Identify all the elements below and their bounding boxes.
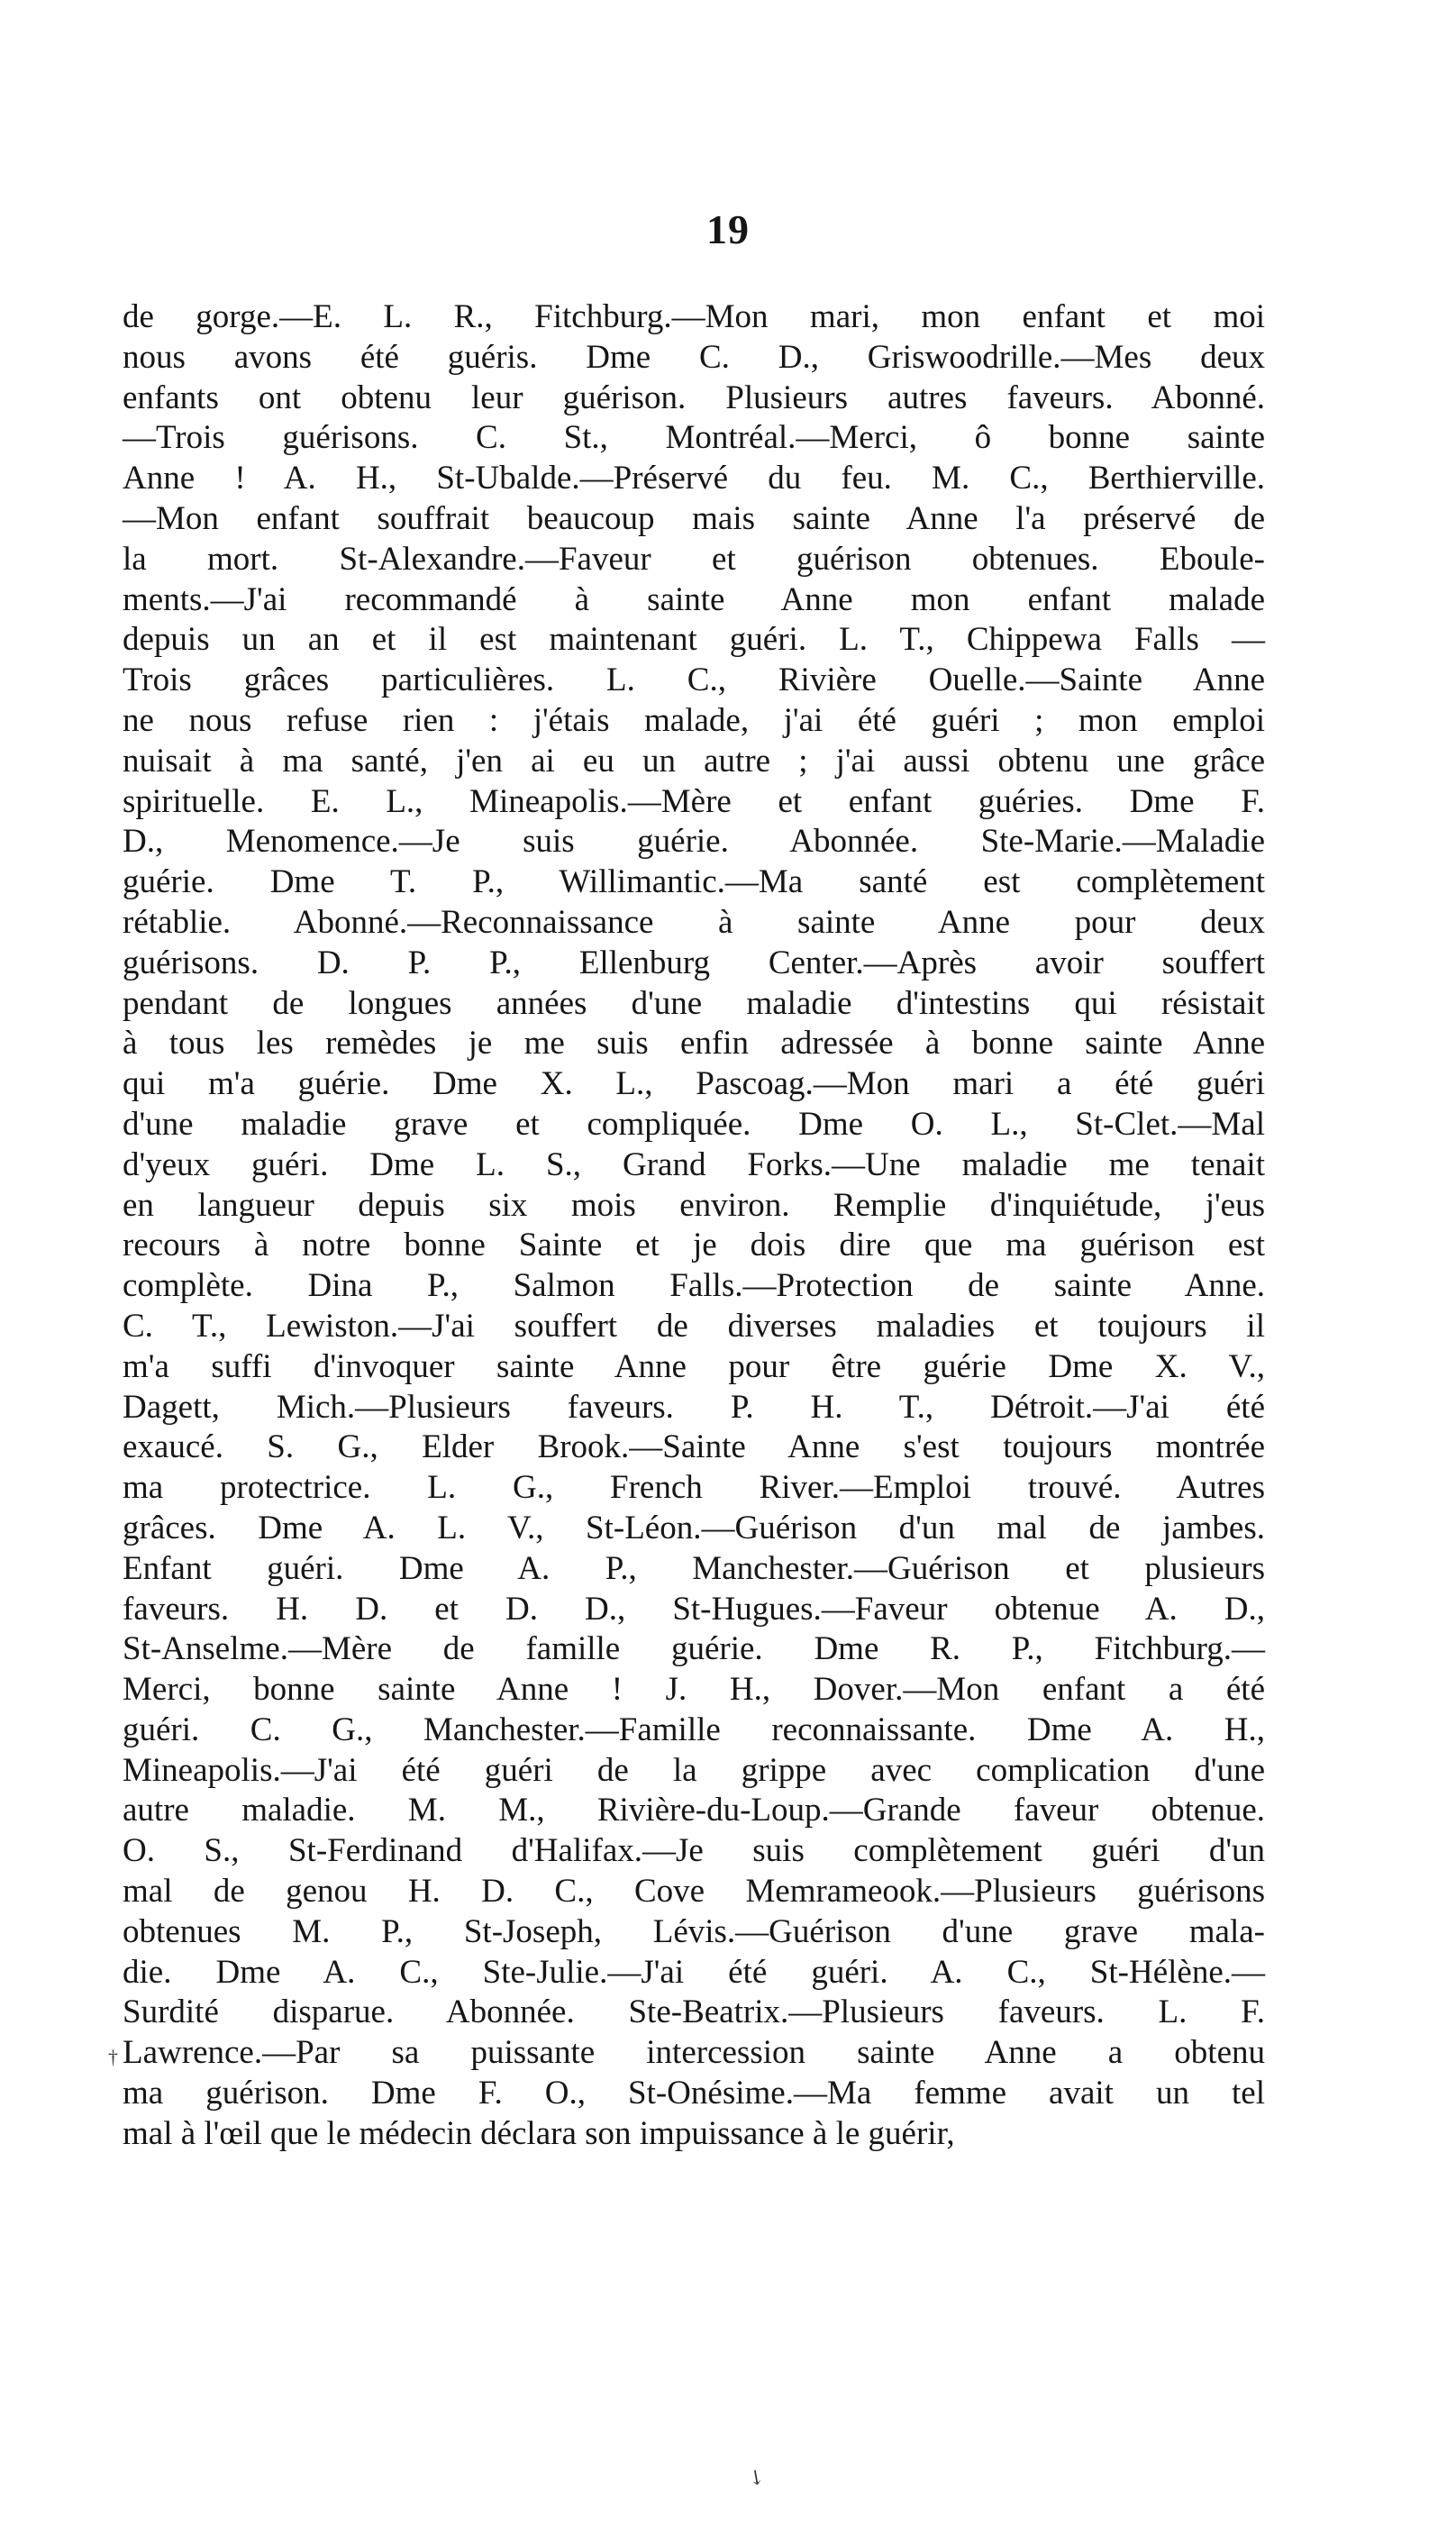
text-line: guérie. Dme T. P., Willimantic.—Ma santé est complètement: [123, 863, 1265, 901]
text-line: obtenues M. P., St-Joseph, Lévis.—Guérison d'une grave mala-: [123, 1912, 1265, 1950]
text-line: ma guérison. Dme F. O., St-Onésime.—Ma femme avait un tel: [123, 2075, 1265, 2112]
text-line: —Trois guérisons. C. St., Montréal.—Merci, ô bonne sainte: [123, 419, 1265, 457]
page-number: 19: [706, 206, 750, 252]
text-line: mal de genou H. D. C., Cove Memrameook.—Plusieurs guérisons: [123, 1873, 1265, 1911]
text-line: nous avons été guéris. Dme C. D., Griswoodrille.—Mes deux: [123, 338, 1265, 376]
text-line: Anne ! A. H., St-Ubalde.—Préservé du feu. M. C., Berthierville.: [123, 460, 1265, 497]
text-line: rétablie. Abonné.—Reconnaissance à sainte Anne pour deux: [123, 903, 1265, 941]
text-line: ma protectrice. L. G., French River.—Emploi trouvé. Autres: [123, 1469, 1265, 1507]
text-line: complète. Dina P., Salmon Falls.—Protection de sainte Anne.: [123, 1267, 1265, 1305]
text-line: D., Menomence.—Je suis guérie. Abonnée. Ste-Marie.—Maladie: [123, 823, 1265, 861]
text-line: ments.—J'ai recommandé à sainte Anne mon enfant malade: [123, 580, 1265, 618]
text-line: O. S., St-Ferdinand d'Halifax.—Je suis complètement guéri d'un: [123, 1832, 1265, 1870]
text-line: spirituelle. E. L., Mineapolis.—Mère et enfant guéries. Dme F.: [123, 782, 1265, 820]
text-line: guérisons. D. P. P., Ellenburg Center.—Après avoir souffert: [123, 944, 1265, 981]
text-line: à tous les remèdes je me suis enfin adressée à bonne sainte Anne: [123, 1025, 1265, 1063]
text-line: mal à l'œil que le médecin déclara son impuissance à le guérir,: [123, 2114, 955, 2152]
text-line: guéri. C. G., Manchester.—Famille reconnaissante. Dme A. H.,: [123, 1711, 1265, 1748]
ink-mark: ↘: [742, 2463, 770, 2492]
text-line: qui m'a guérie. Dme X. L., Pascoag.—Mon mari a été guéri: [123, 1065, 1265, 1103]
text-line: pendant de longues années d'une maladie d'intestins qui résistait: [123, 984, 1265, 1022]
margin-mark: †: [108, 2046, 118, 2068]
text-line: Lawrence.—Par sa puissante intercession sainte Anne a obtenu: [123, 2034, 1265, 2072]
text-line: en langueur depuis six mois environ. Remplie d'inquiétude, j'eus: [123, 1186, 1265, 1224]
text-line: Enfant guéri. Dme A. P., Manchester.—Guérison et plusieurs: [123, 1549, 1265, 1587]
text-line: —Mon enfant souffrait beaucoup mais sainte Anne l'a préservé de: [123, 499, 1265, 537]
text-line: d'yeux guéri. Dme L. S., Grand Forks.—Une maladie me tenait: [123, 1145, 1265, 1183]
text-line: Mineapolis.—J'ai été guéri de la grippe avec complication d'une: [123, 1751, 1265, 1789]
text-line: Surdité disparue. Abonnée. Ste-Beatrix.—Plusieurs faveurs. L. F.: [123, 1993, 1265, 2031]
text-line: enfants ont obtenu leur guérison. Plusieurs autres faveurs. Abonné.: [123, 379, 1265, 416]
body-text: [123, 297, 1265, 2155]
text-line: Dagett, Mich.—Plusieurs faveurs. P. H. T., Détroit.—J'ai été: [123, 1388, 1265, 1426]
text-line: grâces. Dme A. L. V., St-Léon.—Guérison d'un mal de jambes.: [123, 1509, 1265, 1546]
text-line: de gorge.—E. L. R., Fitchburg.—Mon mari, mon enfant et moi: [123, 298, 1265, 335]
text-line: St-Anselme.—Mère de famille guérie. Dme R. P., Fitchburg.—: [123, 1630, 1265, 1668]
text-line: autre maladie. M. M., Rivière-du-Loup.—Grande faveur obtenue.: [123, 1792, 1265, 1829]
text-line: C. T., Lewiston.—J'ai souffert de diverses maladies et toujours il: [123, 1307, 1265, 1345]
text-line: exaucé. S. G., Elder Brook.—Sainte Anne s'est toujours montrée: [123, 1428, 1265, 1466]
text-line: Merci, bonne sainte Anne ! J. H., Dover.—Mon enfant a été: [123, 1671, 1265, 1709]
text-line: d'une maladie grave et compliquée. Dme O. L., St-Clet.—Mal: [123, 1105, 1265, 1143]
text-line: depuis un an et il est maintenant guéri. L. T., Chippewa Falls —: [123, 621, 1265, 659]
text-line: ne nous refuse rien : j'étais malade, j'ai été guéri ; mon emploi: [123, 701, 1265, 739]
text-line: Trois grâces particulières. L. C., Rivière Ouelle.—Sainte Anne: [123, 661, 1265, 699]
text-line: m'a suffi d'invoquer sainte Anne pour être guérie Dme X. V.,: [123, 1347, 1265, 1385]
text-line: recours à notre bonne Sainte et je dois dire que ma guérison est: [123, 1227, 1265, 1264]
text-line: la mort. St-Alexandre.—Faveur et guérison obtenues. Eboule-: [123, 540, 1265, 578]
text-line: nuisait à ma santé, j'en ai eu un autre ; j'ai aussi obtenu une grâce: [123, 742, 1265, 780]
text-line: faveurs. H. D. et D. D., St-Hugues.—Faveur obtenue A. D.,: [123, 1590, 1265, 1628]
text-line: die. Dme A. C., Ste-Julie.—J'ai été guéri. A. C., St-Hélène.—: [123, 1953, 1265, 1991]
